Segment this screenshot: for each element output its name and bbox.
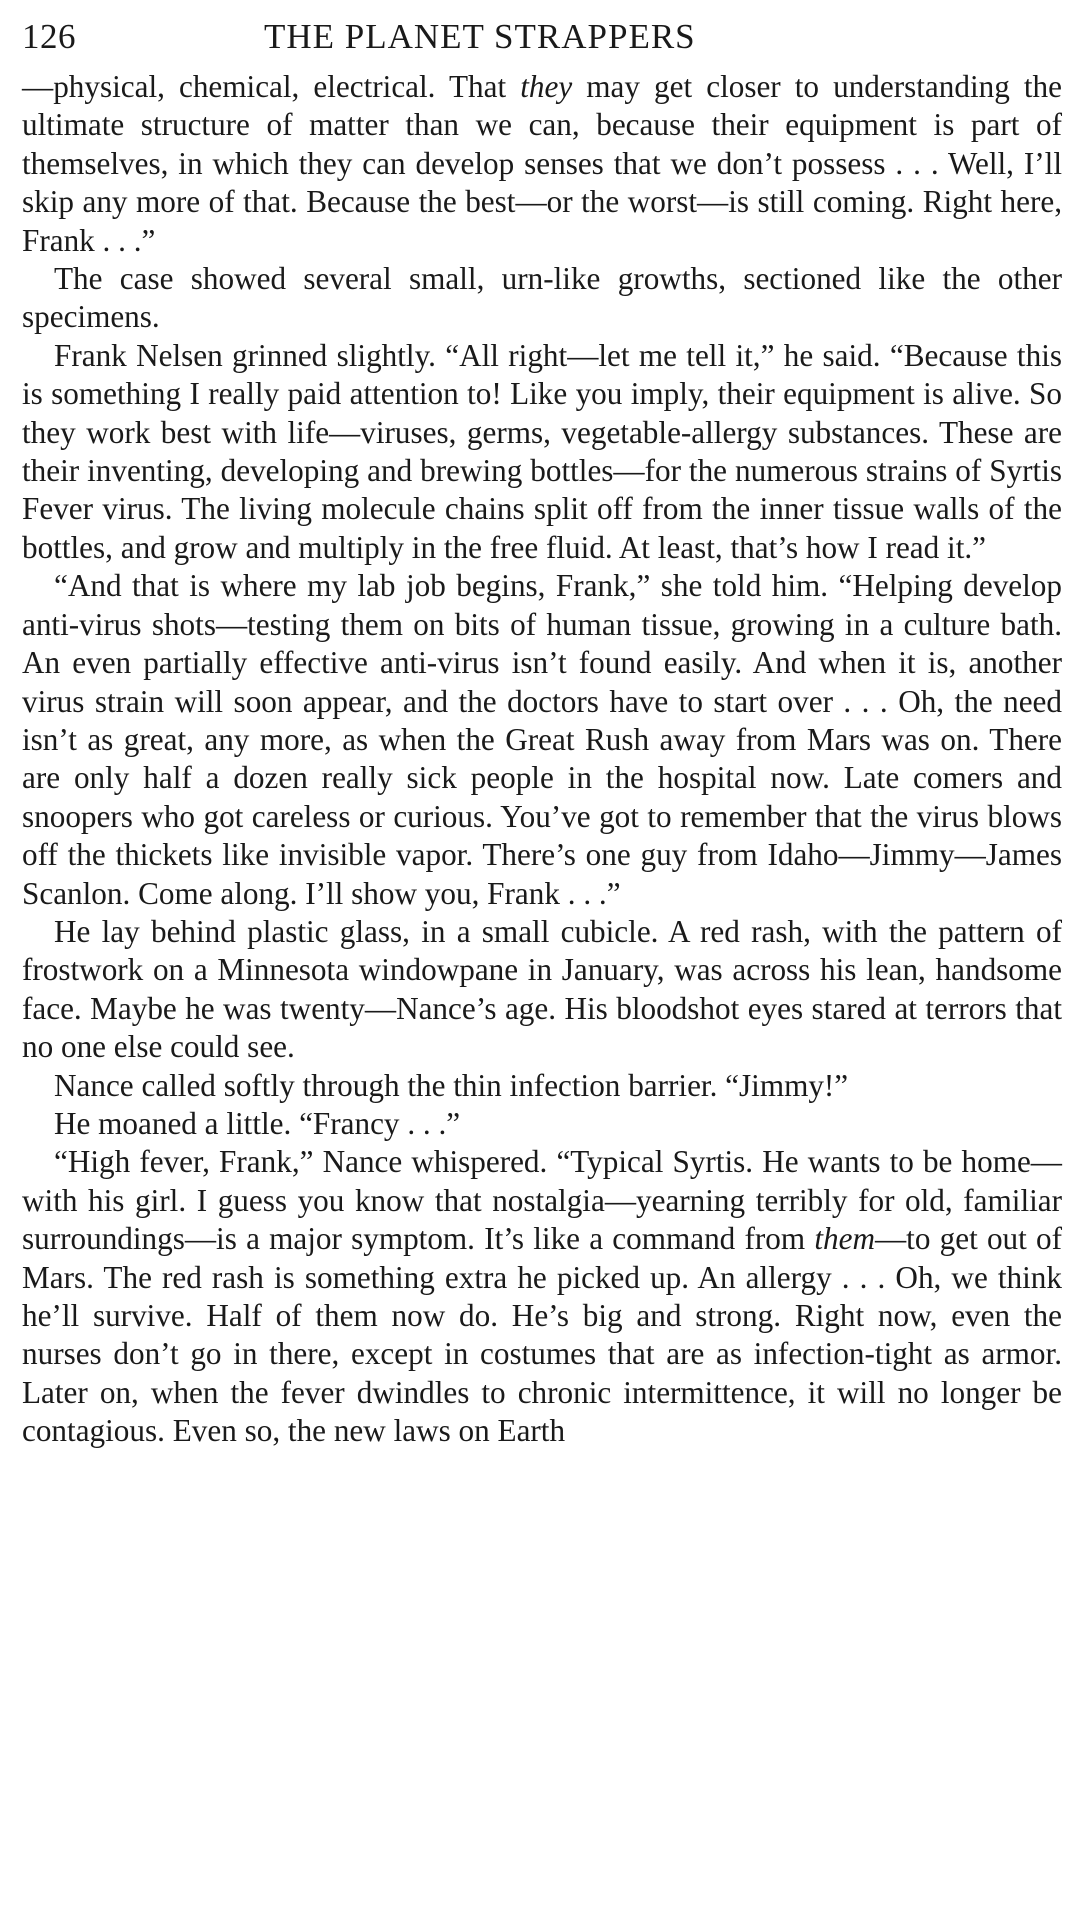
- book-page: [22, 14, 1062, 1451]
- paragraph: [22, 1067, 1062, 1105]
- paragraph: [22, 68, 1062, 260]
- paragraph-text: He moaned a little. “Francy . . .”: [54, 1105, 461, 1141]
- paragraph-text: “High fever, Frank,” Nance whispered. “Typical Syrtis. He wants to be home—with his girl. I guess you know that nostalgia—yearning terribly for old, familiar surroundings—is a major symptom. It’s like a command from: [22, 1144, 1062, 1257]
- paragraph: [22, 260, 1062, 337]
- paragraph-text: may get closer to understanding the ultimate structure of matter than we can, because their equipment is part of themselves, in which they can develop senses that we don’t possess . . . Well, I’ll skip any more of that. Because the best—or the worst—is still coming. Right here, Frank . . .”: [22, 69, 1062, 258]
- body-text: [22, 68, 1062, 1451]
- paragraph: [22, 913, 1062, 1067]
- paragraph-text: The case showed several small, urn-like growths, sectioned like the other specimens.: [22, 261, 1062, 335]
- page-number: 126: [22, 17, 76, 56]
- paragraph: [22, 337, 1062, 567]
- paragraph: [22, 1105, 1062, 1143]
- running-head: [22, 14, 1062, 60]
- paragraph: [22, 567, 1062, 913]
- paragraph-text: —to get out of Mars. The red rash is something extra he picked up. An allergy . . . Oh, we think he’ll survive. Half of them now do. He’s big and strong. Right now, even the nurses don’t go in there, except in costumes that are as infection-tight as armor. Later on, when the fever dwindles to chronic intermittence, it will no longer be contagious. Even so, the new laws on Earth: [22, 1221, 1062, 1449]
- italic-text: them: [814, 1221, 875, 1257]
- paragraph-text: Nance called softly through the thin infection barrier. “Jimmy!”: [54, 1067, 849, 1103]
- paragraph-text: He lay behind plastic glass, in a small cubicle. A red rash, with the pattern of frostwork on a Minnesota windowpane in January, was across his lean, handsome face. Maybe he was twenty—Nance’s age. His bloodshot eyes stared at terrors that no one else could see.: [22, 913, 1062, 1065]
- paragraph-text: “And that is where my lab job begins, Frank,” she told him. “Helping develop anti-virus shots—testing them on bits of human tissue, growing in a culture bath. An even partially effective anti-virus isn’t found easily. And when it is, another virus strain will soon appear, and the doctors have to start over . . . Oh, the need isn’t as great, any more, as when the Great Rush away from Mars was on. There are only half a dozen really sick people in the hospital now. Late comers and snoopers who got careless or curious. You’ve got to remember that the virus blows off the thickets like invisible vapor. There’s one guy from Idaho—Jimmy—James Scanlon. Come along. I’ll show you, Frank . . .”: [22, 568, 1062, 911]
- book-title: THE PLANET STRAPPERS: [264, 17, 696, 56]
- paragraph-text: Frank Nelsen grinned slightly. “All right—let me tell it,” he said. “Because this is something I really paid attention to! Like you imply, their equipment is alive. So they work best with life—viruses, germs, vegetable-allergy substances. These are their inventing, developing and brewing bottles—for the numerous strains of Syrtis Fever virus. The living molecule chains split off from the inner tissue walls of the bottles, and grow and multiply in the free fluid. At least, that’s how I read it.”: [22, 337, 1062, 565]
- italic-text: they: [520, 69, 573, 104]
- paragraph: [22, 1143, 1062, 1450]
- paragraph-text: —physical, chemical, electrical. That: [22, 69, 521, 104]
